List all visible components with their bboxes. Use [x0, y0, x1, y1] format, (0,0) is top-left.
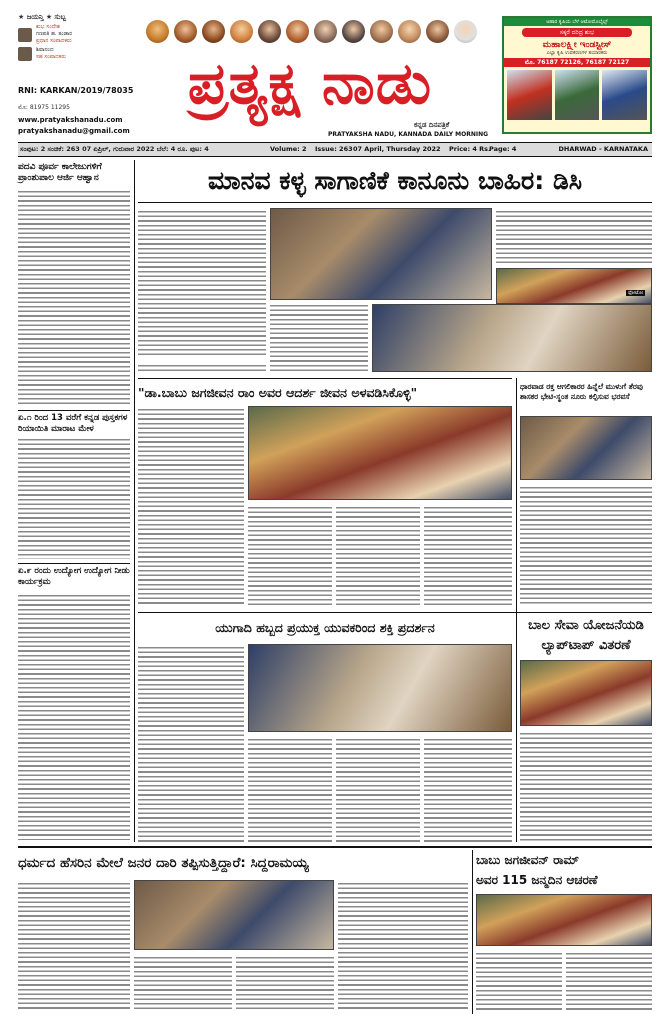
masthead: [0, 0, 669, 140]
column-rule: [134, 160, 135, 842]
headline-text: ಏ.೧ ರಿಂದ 13 ವರೆಗೆ ಕನ್ನಡ ಪುಸ್ತಕಗಳ ರಿಯಾಯಿತಿ ಮಾರಾಟ ಮೇಳ: [18, 413, 128, 434]
left-top-body: [18, 188, 130, 406]
photo-tag: ಫೋಟೋ: [628, 290, 644, 296]
left-low-headline: [18, 563, 130, 588]
editor-line-1: ಶುಭ ಸಂದೇಶ: [36, 24, 60, 30]
portrait: [454, 20, 477, 43]
ugadi-body-col-1: [138, 644, 244, 842]
portrait: [426, 20, 449, 43]
masthead-subtitle-en: PRATYAKSHA NADU, KANNADA DAILY MORNING: [328, 131, 489, 138]
left-low-body: [18, 592, 130, 840]
bottom-body-col-2: [338, 880, 468, 1012]
babu-headline: [476, 850, 652, 890]
rni-number: RNI: KARKAN/2019/78035: [18, 86, 134, 95]
right-story-body: [520, 484, 652, 606]
portrait: [370, 20, 393, 43]
dateline-place: DHARWAD - KARNATAKA: [558, 145, 648, 153]
balaseva-body: [520, 730, 652, 842]
ugadi-body-col-3: [336, 736, 420, 842]
main-headline: ಮಾನವ ಕಳ್ಳ ಸಾಗಾಣಿಕೆ ಕಾನೂನು ಬಾಹಿರ: ಡಿಸಿ: [208, 166, 582, 195]
bottom-body-col-3: [134, 954, 232, 1012]
bottom-photo: [134, 880, 334, 950]
headline-line-1: ಬಾಲ ಸೇವಾ ಯೋಜನೆಯಡಿ: [528, 618, 644, 633]
right-story-headline: [520, 382, 652, 402]
machine-image: [555, 70, 600, 120]
editor-line-4: ಶಿವಾನಂದ: [36, 47, 54, 53]
editor-line-3: ಪ್ರಧಾನ ಸಂಪಾದಕರು: [36, 38, 72, 44]
second-body-col-3: [248, 504, 332, 606]
email-link[interactable]: pratyakshanadu@gmail.com: [18, 127, 130, 135]
bottom-body-col-4: [236, 954, 334, 1012]
mahalakshmi-industries-ad: [502, 16, 652, 134]
bottom-divider: [18, 846, 652, 848]
babu-body-col-2: [566, 950, 652, 1012]
ad-tag: ಅಹಾರ ಕೃಷಿಯ ಬೆಳೆ ಆಟೋಮೊಬೈಲ್ಸ್: [504, 18, 650, 26]
story-divider: [138, 378, 512, 379]
dateline-price: Price: 4 Rs.: [449, 145, 491, 153]
headline-text: ಏ.೯ ರಂದು ಉದ್ಯೋಗ ಉದ್ಯೋಗ ನೀಡು ಕಾರ್ಯಕ್ರಮ: [18, 566, 130, 587]
ad-machine-images: [504, 67, 650, 123]
portrait: [174, 20, 197, 43]
dateline-issue: Issue: 263: [315, 145, 353, 153]
balaseva-photo: [520, 660, 652, 726]
ad-name: ಮಹಾಲಕ್ಷ್ಮೀ ಇಂಡಸ್ಟ್ರೀಸ್: [542, 40, 612, 50]
masthead-subtitle-kn: ಕನ್ನಡ ದಿನಪತ್ರಿಕೆ: [414, 121, 450, 129]
headline-text: ಧಾರವಾಡ ರಕ್ತ ಆಗಲಿಕಾರರ ಹಿನ್ನೆಲೆ ಮುಳುಗೆ ತೆರವು ಶಾಸಕರ ಭೇಟಿ-ಸ್ಥಂತ ನೂರು ಕಲ್ಪಿಸುವ ಭರವಸೆ: [520, 382, 643, 401]
portrait: [342, 20, 365, 43]
portrait: [230, 20, 253, 43]
main-body-col-3: [496, 208, 652, 266]
main-story-photo-1: [270, 208, 492, 300]
ugadi-headline: ಯುಗಾದಿ ಹಬ್ಬದ ಪ್ರಯುಕ್ತ ಯುವಕರಿಂದ ಶಕ್ತಿ ಪ್ರದರ್ಶನ: [215, 620, 435, 635]
main-story-photo-3: [372, 304, 652, 372]
second-body-col-1: [138, 406, 244, 606]
coeditor-photo: [18, 47, 32, 61]
left-mid-headline: [18, 410, 130, 435]
headline-line-2: ಅವರ 115 ಜನ್ಮದಿನ ಆಚರಣೆ: [476, 873, 598, 887]
left-top-headline: [18, 162, 130, 184]
top-left-tag: ★ ಜಯನ್ತಿ ★ ಸುಬ್ಬ: [18, 13, 67, 21]
headline-line-1: ಬಾಬು ಜಗಜೀವನ್ ರಾಮ್: [476, 853, 579, 867]
portrait: [258, 20, 281, 43]
dateline-volume: Volume: 2: [270, 145, 307, 153]
editor-line-5: ಸಹ ಸಂಪಾದಕರು: [36, 54, 66, 60]
second-story-photo: [248, 406, 512, 500]
story-divider: [138, 612, 652, 613]
portrait: [398, 20, 421, 43]
dateline-date: 07 April, Thursday 2022: [353, 145, 441, 153]
balaseva-headline: [520, 616, 652, 656]
editor-photo: [18, 28, 32, 42]
ad-phone: ಮೊ. 76187 72126, 76187 72127: [504, 58, 650, 67]
dateline-bar: [18, 142, 652, 157]
ugadi-body-col-4: [424, 736, 512, 842]
second-body-col-4: [336, 504, 420, 606]
second-body-col-5: [424, 504, 512, 606]
ad-line: ಎಲ್ಲಾ ಕೃಷಿ ಉಪಕರಣಗಳ ತಯಾರಕರು: [546, 50, 608, 56]
editor-line-2: ಗಣಪತಿ ಹ. ತಂಡಾರ: [36, 31, 73, 37]
masthead-title: ಪ್ರತ್ಯಕ್ಷ ನಾಡು: [187, 49, 433, 117]
ugadi-body-col-2: [248, 736, 332, 842]
babu-body-col-1: [476, 950, 562, 1012]
dateline-page: Page: 4: [489, 145, 517, 153]
right-story-photo: [520, 416, 652, 480]
main-body-col-1: [138, 208, 266, 358]
babu-photo: [476, 894, 652, 946]
editor-credits: [18, 24, 118, 61]
bottom-headline: ಧರ್ಮದ ಹೆಸರಿನ ಮೇಲೆ ಜನರ ದಾರಿ ತಪ್ಪಿಸುತ್ತಿದ್ದಾರೆ: ಸಿದ್ದರಾಮಯ್ಯ: [18, 855, 309, 871]
bottom-body-col-1: [18, 880, 130, 1012]
portrait: [314, 20, 337, 43]
main-body-col-5: [138, 362, 266, 374]
second-headline: "ಡಾ.ಬಾಬು ಜಗಜೀವನ ರಾಂ ಅವರ ಆದರ್ಶ ಜೀವನ ಅಳವಡಿಸಿಕೊಳ್ಳಿ": [138, 385, 418, 400]
portrait: [146, 20, 169, 43]
portrait: [286, 20, 309, 43]
portrait: [202, 20, 225, 43]
ad-banner: ಸಕ್ಕರೆ ದರಿದ್ರ ಶುಭ: [522, 28, 632, 37]
mobile-number: ಮೊ: 81975 11295: [18, 104, 70, 111]
main-body-col-4: [270, 302, 368, 372]
column-rule: [516, 378, 517, 842]
left-mid-body: [18, 436, 130, 559]
machine-image: [507, 70, 552, 120]
headline-underline: [138, 202, 652, 203]
ugadi-photo: [248, 644, 512, 732]
machine-image: [602, 70, 647, 120]
headline-text: ಪದವಿ ಪೂರ್ವ ಕಾಲೇಜುಗಳಿಗೆ ಪ್ರಾಂಶುಪಾಲ ಆರ್ಜಿ ಆಹ್ವಾನ: [18, 162, 102, 183]
main-story-photo-2: [496, 268, 652, 304]
column-rule: [472, 850, 473, 1014]
website-link[interactable]: www.pratyakshanadu.com: [18, 116, 123, 124]
headline-line-2: ಲ್ಯಾಪ್‌ಟಾಪ್ ವಿತರಣೆ: [541, 638, 631, 653]
dateline-kn: ಸಂಪುಟ: 2 ಸಂಚಿಕೆ: 263 07 ಏಪ್ರಿಲ್, ಗುರುವಾರ 2022 ಬೆಲೆ: 4 ರೂ. ಪುಟ: 4: [20, 145, 209, 153]
